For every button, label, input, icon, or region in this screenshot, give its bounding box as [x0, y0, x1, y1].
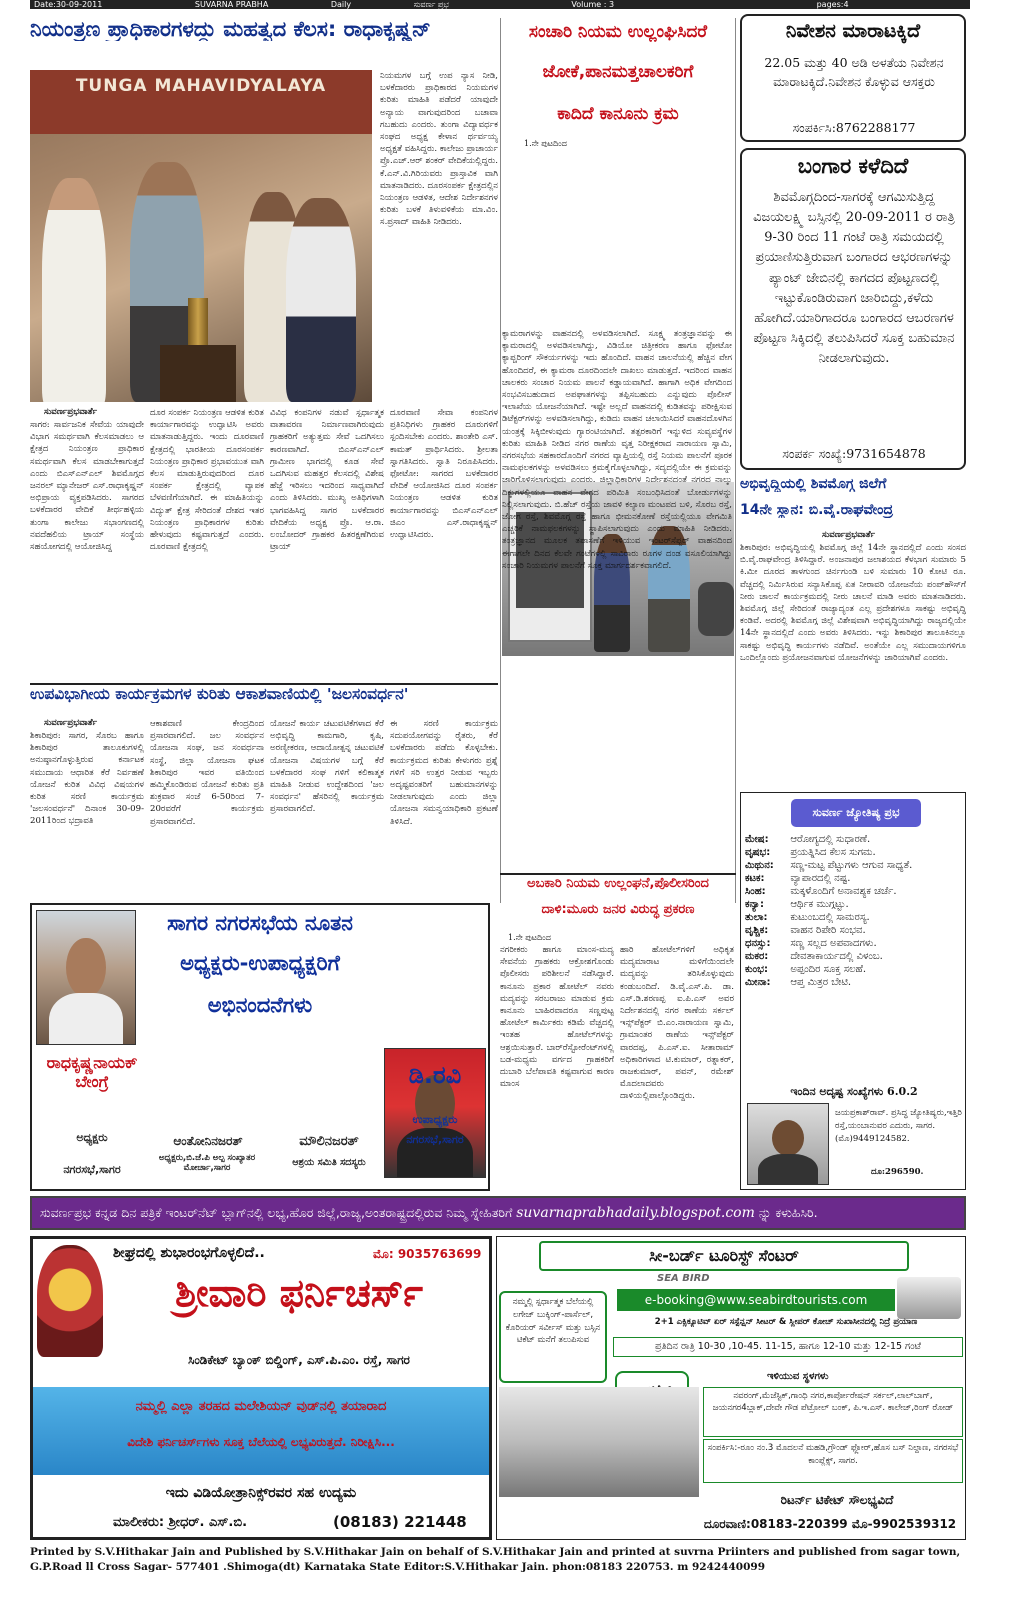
- blog-strip-text: ಸುವರ್ಣಪ್ರಭ ಕನ್ನಡ ದಿನ ಪತ್ರಿಕೆ ಇಂಟರ್‌ನೆಟ್ ಬ್ಲಾಗ್‌ನಲ್ಲಿ ಲಭ್ಯ,ಹೊರ ಜಿಲ್ಲೆ,ರಾಜ್ಯ,ಅಂತರಾಷ್ಟ್ರದಲ್ಲಿರುವ ನಿಮ್ಮ ಸ್ನೇಹಿತರಿಗೆ: [40, 1205, 513, 1220]
- horoscope-text: ಕುಟುಂಬದಲ್ಲಿ ಸಾಮರಸ್ಯ.: [790, 912, 870, 923]
- blog-strip-tail: ನ್ನು ಕಳುಹಿಸಿರಿ.: [758, 1205, 818, 1220]
- horoscope-text: ಆರ್ಥಿಕ ಮುಗ್ಗಟ್ಟು.: [790, 899, 849, 910]
- p1-name: ರಾಧಕೃಷ್ಣನಾಯಕ್ ಬೇಂಗ್ರೆ: [46, 1053, 138, 1092]
- horoscope-text: ಮಕ್ಕಳೊಂದಿಗೆ ಅನಾವಶ್ಯಕ ಚರ್ಚೆ.: [790, 886, 897, 897]
- body: [758, 1154, 819, 1185]
- divider: [500, 873, 736, 875]
- congrats-line-2: ಅಧ್ಯಕ್ಷರು-ಉಪಾಧ್ಯಕ್ಷರಿಗೆ: [180, 951, 340, 975]
- horoscope-text: ವಾಹನ ರಿಪೇರಿ ಸಂಭವ.: [790, 925, 866, 936]
- horoscope-row: [743, 898, 963, 911]
- p2-role: ಅಧ್ಯಕ್ಷರು,ಬಿ.ಜೆ.ಪಿ ಅಲ್ಪ ಸಂಖ್ಯಾತರ ಮೋರ್ಚಾ,ಸಾಗರ: [158, 1153, 256, 1174]
- radio-col-2: ಆಕಾಶವಾಣಿ ಕೇಂದ್ರದಿಂದ ಪ್ರಸಾರವಾಗಲಿದೆ. ಜಲ ಸಂವರ್ಧನ ಯೋಜನಾ ಸಂಘ, ಜನ ಸಂವರ್ಧನಾ ಸಂಸ್ಥೆ, ಜಿಲ್ಲಾ ಯೋಜನಾ ಘಟಕ ಶಿಕಾರಿಪುರ ಇವರ ವತಿಯಿಂದ ಹಮ್ಮಿಕೊಂಡಿರುವ ಯೋಜನೆ ಕುರಿತು ಪ್ರತಿ ಶುಕ್ರವಾರ ಸಂಜೆ 6-50ರಿಂದ 7-20ರವರೆಗೆ ಕಾರ್ಯಕ್ರಮ ಪ್ರಸಾರವಾಗಲಿದೆ.: [150, 719, 264, 827]
- lead-byline: ಸುವರ್ಣಪ್ರಭವಾರ್ತೆ: [44, 407, 98, 417]
- wooden-stool: [160, 345, 236, 402]
- horoscope-row: [743, 833, 963, 846]
- gold-contact: ಸಂಪರ್ಕ ಸಂಖ್ಯೆ:9731654878: [782, 446, 926, 461]
- horoscope-sign: ವೃಶ್ಚಿಕ:: [745, 925, 769, 936]
- astrologer-photo: [747, 1103, 829, 1185]
- horoscope-row: [743, 911, 963, 924]
- radio-col-3: ಯೋಜನೆ ಕಾರ್ಯ ಚಟುವಟಿಕೆಗಳಾದ ಕೆರೆ ಅಭಿವೃದ್ಧಿ ಕಾಮಗಾರಿ, ಕೃಷಿ, ಅರಣ್ಯೀಕರಣ, ಆದಾಯೋತ್ಪನ್ನ ಚಟುವಟಿಕೆ ಯೋಜನಾ ವಿಷಯಗಳ ಬಗ್ಗೆ ಕೆರೆ ಬಳಕೆದಾರರ ಸಂಘ ಗಳಿಗೆ ಕಲಿಕಾತ್ಮಕ ಮಾಹಿತಿ ನೀಡುವ ಉದ್ದೇಶದಿಂದ 'ಜಲ ಸಂವರ್ಧನ' ಹೆಸರಿನಲ್ಲಿ ಕಾರ್ಯಕ್ರಮ ಪ್ರಸಾರವಾಗಲಿದೆ.: [270, 719, 384, 815]
- p3-role: ಆಶ್ರಯ ಸಮಿತಿ ಸದಸ್ಯರು: [292, 1157, 366, 1168]
- horoscope-sign: ಧನಸ್ಸು:: [745, 938, 771, 949]
- p3-name: ಮೌಲಿನಜರತ್: [299, 1134, 359, 1149]
- p4-role: ಉಪಾಧ್ಯಕ್ಷರು: [412, 1113, 458, 1126]
- blog-strip: [30, 1196, 966, 1230]
- travel-email[interactable]: e-booking@www.seabirdtourists.com: [617, 1289, 895, 1311]
- p4-name: ಡಿ.ರವಿ: [408, 1061, 462, 1089]
- astrologer-phone: ದೂ:296590.: [871, 1167, 924, 1177]
- horoscope-text: ಸಣ್ಣ ಸಲ್ಲದ ಅಪವಾದಗಳು.: [790, 938, 877, 949]
- gold-title: ಬಂಗಾರ ಕಳೆದಿದೆ: [797, 154, 909, 178]
- horoscope-row: [743, 937, 963, 950]
- horoscope-row: [743, 976, 963, 989]
- masthead-pages: pages:4: [816, 0, 849, 9]
- imprint-line-1: Printed by S.V.Hithakar Jain and Published by S.V.Hithakar Jain on behalf of S.V.Hithakar Jain and printed at suvrna Priinters and published from sagar town,: [30, 1546, 961, 1558]
- travel-bus: 2+1 ಎಕ್ಸಿಕ್ಯೂಟಿವ್ ಏರ್ ಸಸ್ಪೆನ್ಷನ್ ಸೀಟರ್ & ಸ್ಲೀಪರ್ ಕೋಚ್ ಸುಖಾಸೀನದಲ್ಲಿ ನಿದ್ರೆ ಪ್ರಯಾಣ: [654, 1317, 918, 1327]
- land-sale-ad: [740, 14, 966, 142]
- horoscope-sign: ಕನ್ಯಾ:: [745, 899, 764, 910]
- horoscope-sign: ಮಕರ:: [745, 951, 769, 962]
- dev-headline-2: 14ನೇ ಸ್ಥಾನ: ಬಿ.ವೈ.ರಾಘವೇಂದ್ರ: [740, 503, 894, 518]
- photo-banner: TUNGA MAHAVIDYALAYA: [30, 70, 372, 134]
- masthead: [30, 0, 970, 9]
- p4-org: ನಗರಸಭೆ,ಸಾಗರ: [406, 1133, 464, 1146]
- p1-org: ನಗರಸಭೆ,ಸಾಗರ: [63, 1163, 121, 1176]
- dev-headline-1: ಅಭಿವೃದ್ಧಿಯಲ್ಲಿ ಶಿವಮೊಗ್ಗ ಜಿಲೆಗೆ: [740, 477, 887, 492]
- lead-col-right: ನಿಯಮಗಳ ಬಗ್ಗೆ ಉಪ ನ್ಯಾಸ ನೀಡಿ, ಬಳಕೆದಾರರು ಪ್ರಾಧಿಕಾರದ ನಿಯಮಗಳ ಕುರಿತು ಮಾಹಿತಿ ಪಡೆದರೆ ಯಾವುದೇ ಅನ್ಯಾಯ ವಾಗುವುದರಿಂದ ಬಚಾವಾ ಗಬಹುದು ಎಂದರು. ತುಂಗಾ ವಿದ್ಯಾವರ್ಧಕ ಸಂಘದ ಅಧ್ಯಕ್ಷ ಕೇಳಾನ ರ್ಥರ್ವಯ್ಯ ಅಧ್ಯಕ್ಷತೆ ವಹಿಸಿದ್ದರು. ಕಾಲೇಜು ಪ್ರಾಚಾರ್ಯ ಪ್ರೊ.ಎಚ್.ಆರ್ ಶಂಕರ್ ವೇದಿಕೆಯಲ್ಲಿದ್ದರು. ಕೆ.ಎನ್.ವಿ.ಗಿರಿಯವರು ಪ್ರಾಸ್ತಾವಿಕ ವಾಗಿ ಮಾತನಾಡಿದರು. ದೂರಸಂಪರ್ಕ ಕ್ಷೇತ್ರದಲ್ಲಿನ ನಿಯಂತ್ರಣ ಆಡಳಿತ, ಆದೇಶ ನಿರ್ದೇಶನಗಳ ಕುರಿತು ಬಳಕೆ ತಿಳುವಳಿಕೆಯ ಮಾ.ವಿಂ. ಸ.ಪ್ರಸಾದ್ ವಾಹಿತಿ ನೀಡಿದರು.: [380, 71, 498, 228]
- traffic-body: ಕ್ಯಾಮರಾಗಳನ್ನು ವಾಹನದಲ್ಲಿ ಅಳವಡಿಸಲಾಗಿದೆ. ಸೂಕ್ಷ್ಮ ತಂತ್ರಜ್ಞಾನವನ್ನು ಈ ಕ್ಯಾಮರಾದಲ್ಲಿ ಅಳವಡಿಸಲಾಗಿದ್ದು, ವಿಡಿಯೋ ಚಿತ್ರೀಕರಣ ಹಾಗೂ ಫೋಟೋ ಕ್ಯಾಪ್ಚರಿಂಗ್ ಸೌಕರ್ಯಗಳನ್ನು ಇದು ಹೊಂದಿದೆ. ವಾಹನ ಚಾಲನೆಯಲ್ಲಿ ಹೆಚ್ಚಿನ ವೇಗ ಹೊಂದಿದರೆ, ಈ ಕ್ಯಾಮರಾ ದೂರದಿಂದಲೇ ದಾಖಲು ಮಾಡುತ್ತದೆ. ಇದರಿಂದ ವಾಹನ ಚಾಲಕರು ಸಂಚಾರ ನಿಯಮ ಪಾಲನೆ ಕಡ್ಡಾಯವಾಗಿದೆ. ಹಾಗಾಗಿ ಅಧಿಕ ವೇಗದಿಂದ ಸಂಭವಿಸಬಹುದಾದ ಅಪಘಾತಗಳನ್ನು ತಪ್ಪಿಸಬಹುದು ಎನ್ನುವುದು ಪೊಲೀಸ್ ಇಲಾಖೆಯ ಯೋಜನೆಯಾಗಿದೆ. ಇಷ್ಟೇ ಅಲ್ಲದೆ ವಾಹನದಲ್ಲಿ ಕುಡಿತವನ್ನು ಪರೀಕ್ಷಿಸುವ ಡಿಟೆಕ್ಟರ್‌ಗಳನ್ನು ಅಳವಡಿಸಲಾಗಿದ್ದು, ಕುಡಿದು ವಾಹನ ಚಲಾಯಿಸಿದರೆ ವಾಹನದೊಳಗಿನ ಯಂತ್ರಕ್ಕೆ ಸಿಕ್ಕಿಬೀಳುವುದು ಗ್ಯಾರಂಟಿಯಾಗಿದೆ. ತತ್ಪರಕಾರಿಗೆ ಇನ್ನುಳಿದ ಸುವ್ಯವಸ್ಥೆಗಳ ಕುರಿತು ಮಾಹಿತಿ ನೀಡಿದ ನಗರ ಠಾಣೆಯ ವೃತ್ತ ನಿರೀಕ್ಷಕರಾದ ನಾರಾಯಣ ಸ್ವಾಮಿ, ನಗರಸಭೆಯ ಸಹಕಾರದೊಂದಿಗೆ ನಗರದ ವ್ಯಾಪ್ತಿಯಲ್ಲಿ ರಸ್ತೆ ನಿಯಮ ಪಾಲನೆಗೆ ಪೂರಕ ನಾಮಫಲಕಗಳನ್ನು ಅಳವಡಿಸಲು ಕ್ರಮಕೈಗೊಳ್ಳಲಾಗಿದ್ದು, ಸದ್ಯದಲ್ಲಿಯೇ ಈ ಕ್ರಮವನ್ನು ಜಾರಿಗೊಳಿಸಲಾಗುವುದು ಎಂದರು. ಜಿಲ್ಲಾಧಿಕಾರಿಗಳ ನಿರ್ದೇಶನದಂತೆ ನಗರದ ನಾಲ್ಕು ದಿಕ್ಕುಗಳಲ್ಲಿಯೂ ವಾಹನ ವೇಗದ ಪರಿಮಿತಿ ಸಂಬಂಧಿಸಿದಂತೆ ಬೋರ್ಡುಗಳನ್ನು ನಿಲ್ಲಿಸಲಾಗುವುದು. ಬಿ.ಹೆಚ್ ರಸ್ತೆಯ ಜಾವಳಿ ಕಲ್ಯಾಣ ಮಂಟಪದ ಬಳಿ, ಸೊರಬ ರಸ್ತೆ, ಜೋಗ ರಸ್ತೆ, ಶಿವಮೊಗ್ಗ ರಸ್ತೆ ಹಾಗೂ ಭೀಮನಕೋಣೆ ರಸ್ತೆಯಲ್ಲಿಯೂ ವೇಗಮಿತಿ ಎಚ್ಚರಿಕೆ ನಾಮಫಲಕಗಳನ್ನು ಸ್ಥಾಪಿಸಲಾಗುವುದು ಎಂದು ಮಾಹಿತಿ ನೀಡಿದರು. ತಂತ್ರಜ್ಞಾನದ ಮೂಲಕ ತಪಾಸಣೆಗೆ ಇಳಿಯುವ ಇಂಟರ್‌ಸೆಪ್ಟರ್ ವಾಹನದಿಂದ ಈಗಾಗಲೇ ದಿನದ ಕೆಲವೇ ಗಂಟೆಗಳಲ್ಲಿ ಸಾವಿರಾರು ರೂಗಳ ದಂಡ ವಸೂಲಿಯಾಗಿದ್ದು ಸಂಚಾರಿ ನಿಯಮಗಳ ಪಾಲನೆಗೆ ಸೂಕ್ತ ಮಾರ್ಗದರ್ಶಕವಾಗಲಿದೆ.: [502, 329, 732, 571]
- imprint-line-2: G.P.Road ll Cross Sagar- 577401 .Shimoga(dt) Karnataka State Editor:S.V.Hithakar Jain. phon:08183 220753. m 9242440099: [30, 1561, 766, 1573]
- face: [66, 938, 105, 998]
- excise-byline: 1.ನೇ ಪುಟದಿಂದ: [508, 933, 551, 942]
- furniture-ad: [30, 1236, 492, 1540]
- horoscope-sign: ಮೇಷ:: [745, 834, 769, 845]
- lead-photo: [30, 70, 372, 402]
- radio-byline: ಸುವರ್ಣಪ್ರಭವಾರ್ತೆ: [44, 718, 98, 728]
- lead-col-4: ದೂರವಾಣಿ ಸೇವಾ ಕಂಪನಿಗಳ ಪ್ರತಿನಿಧಿಗಳು ಗ್ರಾಹಕರ ದೂರುಗಳಿಗೆ ಸ್ಪಂದಿಸಬೇಕು ಎಂದರು. ಶಾಂತೇರಿ ಎಸ್. ಕಾಮತ್ ಪ್ರಾರ್ಥಿಸಿದರು. ಶ್ರೀಲತಾ ಸ್ವಾಗತಿಸಿದರು. ಸ್ವಾತಿ ನಿರೂಪಿಸಿದರು. ಫೋಟೋ: ಸಾಗರದ ಬಳಕೆದಾರರ ವೇದಿಕೆ ಆಯೋಜಿಸಿದ ದೂರ ಸಂಪರ್ಕ ನಿಯಂತ್ರಣ ಆಡಳಿತ ಕುರಿತ ಕಾರ್ಯಾಗಾರವನ್ನು ಬಿಎಸ್‌ಎನ್‌ಎಲ್ ಜಿಎಂ ಎಸ್.ರಾಧಾಕೃಷ್ಣನ್ ಉದ್ಘಾಟಿಸಿದರು.: [390, 408, 498, 541]
- divider: [30, 683, 498, 685]
- blog-url[interactable]: suvarnaprabhadaily.blogspot.com: [516, 1205, 755, 1221]
- astrologer-info: ಜಯಪ್ರಕಾಶ್‌ರಾವ್. ಪ್ರಸಿದ್ಧ ಜ್ಯೋತಿಷ್ಯರು,ಇತ್ತಿರಿ ರಸ್ತೆ,ಯಂಬಾನುವರ ಎದುರು, ಸಾಗರ. (ಮೊ)9449124582.: [835, 1108, 962, 1144]
- excise-headline-1: ಅಬಕಾರಿ ನಿಯಮ ಉಲ್ಲಂಘನೆ,ಪೊಲೀಸರಿಂದ: [527, 876, 709, 891]
- horoscope-row: [743, 872, 963, 885]
- excise-headline-2: ದಾಳಿ:ಮೂರು ಜನರ ವಿರುದ್ಧ ಪ್ರಕರಣ: [541, 902, 695, 917]
- horoscope-title: ಸುವರ್ಣ ಜ್ಯೋತಿಷ್ಯ ಪ್ರಭ: [791, 799, 921, 827]
- body: [49, 993, 123, 1045]
- horoscope-sign: ಮೀನಾ:: [745, 977, 771, 988]
- horoscope-box: [740, 792, 966, 1190]
- radio-col-4: ಈ ಸರಣಿ ಕಾರ್ಯಕ್ರಮ ಸದುಪಯೋಗವನ್ನು ರೈತರು, ಕೆರೆ ಬಳಕೆದಾರರು ಪಡೆದು ಕೊಳ್ಳಬೇಕು. ಕಾರ್ಯಕ್ರಮದ ಕುರಿತು ಕೇಳುಗರು ಪ್ರಶ್ನೆ ಗಳಿಗೆ ಸರಿ ಉತ್ತರ ನೀಡುವ ಇಬ್ಬರು ಅದೃಷ್ಟವಂತರಿಗೆ ಬಹುಮಾನಗಳನ್ನು ನೀಡಲಾಗುವುದು ಎಂದು ಜಿಲ್ಲಾ ಯೋಜನಾ ಸಮನ್ವಯಾಧಿಕಾರಿ ಪ್ರಕಟಣೆ ತಿಳಿಸಿದೆ.: [390, 719, 498, 827]
- congrats-line-3: ಅಭಿನಂದನೆಗಳು: [207, 993, 313, 1017]
- horoscope-text: ಆರೋಗ್ಯದಲ್ಲಿ ಸುಧಾರಣೆ.: [790, 834, 871, 845]
- gold-body: ಶಿವಮೊಗ್ಗದಿಂದ-ಸಾಗರಕ್ಕೆ ಆಗಮಿಸುತ್ತಿದ್ದ ವಿಜಯಲಕ್ಷ್ಮಿ ಬಸ್ಸಿನಲ್ಲಿ 20-09-2011 ರ ರಾತ್ರಿ 9-30 ರಿಂದ 11 ಗಂಟೆ ರಾತ್ರಿ ಸಮಯದಲ್ಲಿ ಪ್ರಯಾಣಿಸುತ್ತಿರುವಾಗ ಬಂಗಾರದ ಆಭರಣಗಳನ್ನು ಪ್ಯಾಂಟ್ ಜೇಬಿನಲ್ಲಿ ಕಾಗದದ ಪೊಟ್ಟಣದಲ್ಲಿ ಇಟ್ಟುಕೊಂಡಿರುವಾಗ ಜಾರಿಬಿದ್ದು,ಕಳೆದು ಹೋಗಿದೆ.ಯಾರಿಗಾದರೂ ಬಂಗಾರದ ಆಬರಣಗಳ ಪೊಟ್ಟಣ ಸಿಕ್ಕಿದಲ್ಲಿ ತಲುಪಿಸಿದರೆ ಸೂಕ್ತ ಬಹುಮಾನ ನೀಡಲಾಗುವುದು.: [753, 190, 955, 367]
- horoscope-sign: ಮಿಥುನ:: [745, 860, 774, 871]
- travel-return: ರಿಟರ್ನ್ ಟಿಕೇಟ್ ಸೌಲಭ್ಯವಿದೆ: [780, 1493, 894, 1507]
- horoscope-text: ವ್ಯಾಪಾರದಲ್ಲಿ ನಷ್ಟ.: [790, 873, 851, 884]
- furniture-owner: ಮಾಲೀಕರು: ಶ್ರೀಧರ್. ಎಸ್.ಬಿ.: [113, 1515, 248, 1530]
- horoscope-row: [743, 963, 963, 976]
- lost-gold-ad: [740, 148, 966, 470]
- horoscope-row: [743, 950, 963, 963]
- travel-services: ನಮ್ಮಲ್ಲಿ ಸ್ಪರ್ಧಾತ್ಮಕ ಬೆಲೆಯಲ್ಲಿ ಲಗೇಜ್ ಬುಕ್ಕಿಂಗ್-ಪಾರ್ಸೆಲ್, ಕೊರಿಯರ್ ಸರ್ವೀಸ್ ಮತ್ತು ಬಸ್ಸಿನ ಟಿಕೆಟ್ ಮನೆಗೆ ತಲುಪಿಸುವ: [499, 1291, 607, 1383]
- excise-col-1: ನಗರೀಕರು ಹಾಗೂ ಮಾಂಸ-ಮದ್ಯ ಸೇವನೆಯ ಗ್ರಾಹಕರು ಆಕ್ರೋಶಗೊಂಡು ಪೊಲೀಸರು ಪರಿಶೀಲನೆ ನಡೆಸಿದ್ದಾರೆ. ಕಾನೂನು ಪ್ರಕಾರ ಹೋಟೆಲ್ ನವರು ಮದ್ಯವನ್ನು ಸರಬರಾಜು ಮಾಡುವ ಕ್ರಮ ಕಾನೂನು ಬಾಹಿರವಾದರೂ ಸಣ್ಣಪುಟ್ಟ ಹೋಟೆಲ್ ಕಾರ್ಮಿಕರು ಕಡಿಮೆ ವೆಚ್ಚದಲ್ಲಿ ಇಂತಹ ಹೋಟೆಲ್‌ಗಳನ್ನು ಆಶ್ರಯಿಸುತ್ತಾರೆ. ಬಾರ್‌ರೆಸ್ಟೋರೆಂಟ್‌ಗಳಲ್ಲಿ ಬಡ-ಮಧ್ಯಮ ವರ್ಗದ ಗ್ರಾಹಕರಿಗೆ ದುಬಾರಿ ಬೆಲೆಪಾವತಿ ಕಷ್ಟವಾಗುವ ಕಾರಣ ಮಾಂಸ: [500, 945, 614, 1090]
- furniture-address: ಸಿಂಡಿಕೇಟ್ ಬ್ಯಾಂಕ್ ಬಿಲ್ಡಿಂಗ್, ಎಸ್.ಪಿ.ಎಂ. ರಸ್ತೆ, ಸಾಗರ: [188, 1353, 410, 1367]
- masthead-title: ಸುವರ್ಣ ಪ್ರಭ: [413, 0, 449, 9]
- horoscope-text: ದೇವತಾಕಾರ್ಯದಲ್ಲಿ ವಿಳಂಬ.: [790, 951, 883, 962]
- travel-places-title: ಇಳಿಯುವ ಸ್ಥಳಗಳು: [767, 1371, 829, 1382]
- lead-headline: ನಿಯಂತ್ರಣ ಪ್ರಾಧಿಕಾರಗಳದ್ದು ಮಹತ್ವದ ಕೆಲಸ: ರಾಧಾಕೃಷ್ಣನ್: [30, 18, 431, 41]
- lead-col-1: ಸಾಗರ: ಸಾರ್ವಜನಿಕ ಸೇವೆಯ ಯಾವುದೇ ವಿಭಾಗ ಸಮರ್ಥವಾಗಿ ಕೆಲಸಮಾಡಲು ಆ ಕ್ಷೇತ್ರದ ನಿಯಂತ್ರಣ ಪ್ರಾಧಿಕಾರ ಸಮರ್ಥವಾಗಿ ಕೆಲಸ ಮಾಡಬೇಕಾಗುತ್ತದೆ ಎಂದು ಬಿಎಸ್‌ಎನ್‌ಎಲ್ ಶಿವಮೊಗ್ಗದ ಜನರಲ್ ಮ್ಯಾನೇಜರ್ ಎಸ್.ರಾಧಾಕೃಷ್ಣನ್ ಅಭಿಪ್ರಾಯ ವ್ಯಕ್ತಪಡಿಸಿದರು. ಸಾಗರದ ಬಳಕೆದಾರರ ವೇದಿಕೆ ತೀರ್ಥಹಳ್ಳಿಯ ತುಂಗಾ ಕಾಲೇಜು ಸಭಾಂಗಣದಲ್ಲಿ ನವದೆಹಲಿಯ ಟ್ರಾಯ್ ಸಂಸ್ಥೆಯ ಸಹಯೋಗದಲ್ಲಿ ಆಯೋಜಿಸಿದ್ದ: [30, 420, 144, 553]
- furniture-owner-phone: (08183) 221448: [333, 1513, 467, 1531]
- travel-contact: ಸಂಪರ್ಕಿಸಿ:-ರೂಂ ನಂ.3 ಮೊದಲನೆ ಮಹಡಿ,ಗ್ರೌಂಡ್ ಫ್ಲೋರ್,ಹೊಸ ಬಸ್ ನಿಲ್ದಾಣ, ನಗರಸಭೆ ಕಾಂಪ್ಲೆಕ್ಸ್, ಸಾಗರ.: [703, 1439, 963, 1483]
- horoscope-row: [743, 859, 963, 872]
- furniture-sister: ಇದು ವಿಡಿಯೋತ್ರಾನಿಕ್ಸ್‌ರವರ ಸಹ ಉದ್ಯಮ: [165, 1485, 357, 1501]
- congrats-line-1: ಸಾಗರ ನಗರಸಭೆಯ ನೂತನ: [167, 911, 353, 935]
- land-body: 22.05 ಮತ್ತು 40 ಅಡಿ ಅಳತೆಯ ನಿವೇಶನ ಮಾರಾಟಕ್ಕಿದೆ.ನಿವೇಶನ ಕೊಳ್ಳುವ ಆಸಕ್ತರು: [764, 55, 944, 89]
- furniture-name: ಶ್ರೀವಾರಿ ಫರ್ನಿಚರ್ಸ್: [175, 1271, 423, 1315]
- furniture-top: ಶೀಘ್ರದಲ್ಲಿ ಶುಭಾರಂಭಗೊಳ್ಳಲಿದೆ..: [113, 1245, 265, 1261]
- bus-image: [499, 1387, 699, 1497]
- person-figure: [42, 178, 106, 402]
- horoscope-row: [743, 924, 963, 937]
- travel-brand: SEA BIRD: [657, 1273, 710, 1284]
- face: [772, 1120, 804, 1156]
- lucky-numbers: ಇಂದಿನ ಅದೃಷ್ಟ ಸಂಖ್ಯೆಗಳು 6.0.2: [790, 1085, 918, 1098]
- travel-ad: [496, 1236, 966, 1540]
- horoscope-text: ಪ್ರಯತ್ನಿಸಿದ ಕೆಲಸ ಸುಗಮ.: [790, 847, 876, 858]
- congrats-ad: [30, 903, 490, 1191]
- travel-timing: ಪ್ರತಿದಿನ ರಾತ್ರಿ 10-30 ,10-45. 11-15, ಹಾಗೂ 12-10 ಮತ್ತು 12-15 ಗಂಟೆ: [613, 1337, 963, 1357]
- travel-places: ನವರಂಗ್,ಮೆಜೆಸ್ಟಿಕ್,ಗಾಂಧಿ ನಗರ,ಕಾರ್ಪೋರೇಷನ್ ಸರ್ಕಲ್,ಲಾಲ್‌ಬಾಗ್, ಜಯನಗರ4ಬ್ಲಾಕ್,ದೇವೇ ಗೌಡ ಪೆಟ್ರೋಲ್ ಬಂಕ್, ಪಿ.ಇ.ಎಸ್. ಕಾಲೇಜ್,ರಿಂಗ್ ರೋಡ್: [703, 1387, 963, 1437]
- traffic-headline-3: ಕಾದಿದೆ ಕಾನೂನು ಕ್ರಮ: [557, 104, 679, 124]
- horoscope-sign: ಸಿಂಹ:: [745, 886, 766, 897]
- radio-col-1: ಶಿಕಾರಿಪುರ: ಸಾಗರ, ಸೊರಬ ಹಾಗೂ ಶಿಕಾರಿಪುರ ತಾಲೂಕುಗಳಲ್ಲಿ ಅನುಷ್ಠಾನಗೊಳ್ಳುತ್ತಿರುವ ಕರ್ನಾಟಕ ಸಮುದಾಯ ಆಧಾರಿತ ಕೆರೆ ನಿರ್ವಹಣೆ ಯೋಜನೆ ಕುರಿತ ವಿವಿಧ ವಿಷಯಗಳ ಕುರಿತ ಸರಣಿ ಕಾರ್ಯಕ್ರಮ 'ಜಲಸಂವರ್ಧನೆ' ದಿನಾಂಕ 30-09-2011ರಿಂದ ಭದ್ರಾವತಿ: [30, 731, 144, 827]
- lead-col-2: ದೂರ ಸಂಪರ್ಕ ನಿಯಂತ್ರಣ ಆಡಳಿತ ಕುರಿತ ಕಾರ್ಯಾಗಾರವನ್ನು ಉದ್ಘಾಟಿಸಿ ಅವರು ಮಾತನಾಡುತ್ತಿದ್ದರು. ಇಂದು ದೂರವಾಣಿ ಕ್ಷೇತ್ರದಲ್ಲಿ ಭಾರತೀಯ ದೂರಸಂಪರ್ಕ ನಿಯಂತ್ರಣ ಪ್ರಾಧಿಕಾರ ಪ್ರಭಾವಯುತ ವಾಗಿ ಕೆಲಸ ಮಾಡುತ್ತಿರುವುದರಿಂದ ದೂರ ಸಂಪರ್ಕ ಕ್ಷೇತ್ರದಲ್ಲಿ ವ್ಯಾಪಕ ಬೆಳವಣಿಗೆಯಾಗಿದೆ. ಈ ಮಾಹಿತಿಯನ್ನು ವಿದ್ಯುತ್ ಕ್ಷೇತ್ರ ಸೇರಿದಂತೆ ದೇಶದ ಇತರ ನಿಯಂತ್ರಣ ಪ್ರಾಧಿಕಾರಗಳ ಕುರಿತು ಹೇಳುವುದು ಕಷ್ಟವಾಗುತ್ತದೆ ಎಂದರು. ದೂರವಾಣಿ ಕ್ಷೇತ್ರದಲ್ಲಿ: [150, 408, 264, 553]
- land-title: ನಿವೇಶನ ಮಾರಾಟಕ್ಕಿದೆ: [785, 20, 921, 42]
- horoscope-text: ಆಪ್ತ ಮಿತ್ರರ ಬೇಟಿ.: [790, 977, 852, 988]
- land-contact: ಸಂಪರ್ಕಿಸಿ:8762288177: [792, 120, 916, 135]
- travel-title: ಸೀ-ಬರ್ಡ್ ಟೂರಿಸ್ಟ್ ಸೆಂಟರ್: [539, 1241, 909, 1271]
- masthead-issue: Daily: [330, 0, 352, 9]
- masthead-paper: SUVARNA PRABHA: [194, 0, 269, 9]
- masthead-volume: Volume : 3: [571, 0, 615, 9]
- horoscope-sign: ವೃಷಭ:: [745, 847, 771, 858]
- bus-image: [897, 1277, 961, 1319]
- horoscope-table: [743, 833, 963, 989]
- horoscope-row: [743, 846, 963, 859]
- person-figure: [286, 198, 356, 402]
- lead-col-3: ವಿವಿಧ ಕಂಪನಿಗಳ ನಡುವೆ ಸ್ಪರ್ಧಾತ್ಮಕ ವಾತಾವರಣ ನಿರ್ಮಾಣವಾಗಿರುವುದು ಗ್ರಾಹಕರಿಗೆ ಅತ್ಯುತ್ತಮ ಸೇವೆ ಒದಗಿಸಲು ಕಾರಣವಾಗಿದೆ. ಬಿಎಸ್‌ಎನ್‌ಎಲ್ ಗ್ರಾಮೀಣ ಭಾಗದಲ್ಲಿ ಕೂಡ ಸೇವೆ ಒದಗಿಸುವ ಮಹತ್ತರ ಕೆಲಸದಲ್ಲಿ ವಿಶೇಷ ಹೆಜ್ಜೆ ಇರಿಸಲು ಇದರಿಂದ ಸಾಧ್ಯವಾಗಿದೆ ಎಂದು ತಿಳಿಸಿದರು. ಮುಖ್ಯ ಅತಿಥಿಗಳಾಗಿ ಭಾಗವಹಿಸಿದ್ದ ಸಾಗರ ಬಳಕೆದಾರರ ವೇದಿಕೆಯ ಅಧ್ಯಕ್ಷ ಪ್ರೊ. ಆ.ರಾ. ಲಂಬೋದರ್ ಗ್ರಾಹಕರ ಹಿತರಕ್ಷಣೆಗಿರುವ ಟ್ರಾಯ್: [270, 408, 384, 553]
- column-rule: [735, 18, 736, 903]
- traffic-headline-1: ಸಂಚಾರಿ ನಿಯಮ ಉಲ್ಲಂಘಿಸಿದರೆ: [528, 22, 708, 42]
- furniture-band-1: ನಮ್ಮಲ್ಲಿ ಎಲ್ಲಾ ತರಹದ ಮಲೇಶಿಯನ್ ವುಡ್‌ನಲ್ಲಿ ತಯಾರಾದ: [135, 1399, 387, 1414]
- radio-headline: ಉಪವಿಭಾಗೀಯ ಕಾರ್ಯಕ್ರಮಗಳ ಕುರಿತು ಆಕಾಶವಾಣಿಯಲ್ಲಿ 'ಜಲಸಂವರ್ಧನ': [30, 686, 409, 703]
- deity-image: [37, 1245, 103, 1357]
- column-rule: [500, 18, 501, 903]
- horoscope-text: ಅಪ್ಪಂದಿರ ಸೂಕ್ತ ಸಲಹೆ.: [790, 964, 867, 975]
- horoscope-row: [743, 885, 963, 898]
- p2-name: ಆಂತೋನಿನಜರತ್: [173, 1134, 243, 1148]
- masthead-date: Date:30-09-2011: [34, 0, 103, 9]
- travel-phones: ದೂರವಾಣಿ:08183-220399 ಮೊ-9902539312: [703, 1517, 957, 1531]
- traffic-byline: 1.ನೇ ಪುಟದಿಂದ: [524, 139, 567, 148]
- dev-body: ಶಿಕಾರಿಪುರ: ಅಭಿವೃದ್ಧಿಯಲ್ಲಿ ಶಿವಮೊಗ್ಗ ಜಿಲ್ಲೆ 14ನೇ ಸ್ಥಾನದಲ್ಲಿದೆ ಎಂದು ಸಂಸದ ಬಿ.ವೈ.ರಾಘವೇಂದ್ರ ತಿಳಿಸಿದ್ದಾರೆ. ಅಂಜನಾಪುರ ಜಲಾಶಯದ ಕೆಳಭಾಗ ಸುಮಾರು 5 ಕಿ.ಮೀ ದೂರದ ತಾಳಗುಂದ ಚಿರ್ನಗುಂಡಿ ಬಳಿ ಸುಮಾರು 10 ಕೋಟಿ ರೂ. ವೆಚ್ಚದಲ್ಲಿ ನಿರ್ಮಿಸಿರುವ ಸನ್ಯಾಸಿಕೊಪ್ಪ ಏತ ನೀರಾವರಿ ಯೋಜನೆಯ ಪಂಪ್‌ಹೌಸ್‌ಗೆ ನೀರು ಚಾಲನೆ ಕಾರ್ಯಕ್ರಮದಲ್ಲಿ ನೀರು ಚಾಲನೆ ಮಾಡಿ ಅವರು ಮಾತನಾಡಿದರು. ಶಿವಮೊಗ್ಗ ಜಿಲ್ಲೆ ಸೇರಿದಂತೆ ರಾಜ್ಯಾದ್ಯಂತ ಎಲ್ಲ ಪ್ರದೇಶಗಳೂ ಸಾಕಷ್ಟು ಅಭಿವೃದ್ಧಿ ಕಂಡಿವೆ. ಅದರಲ್ಲಿ ಶಿವಮೊಗ್ಗ ಜಿಲ್ಲೆ ವಿಶೇಷವಾಗಿ ಅಭಿವೃದ್ಧಿಯಾಗಿದ್ದು ರಾಜ್ಯದಲ್ಲಿಯೇ 14ನೇ ಸ್ಥಾನದಲ್ಲಿದೆ ಎಂದು ಅವರು ತಿಳಿಸಿದರು. ಇನ್ನು ಶಿಕಾರಿಪುರ ತಾಲೂಕಿನಲ್ಲೂ ಸಾಕಷ್ಟು ಅಭಿವೃದ್ಧಿ ಕಾರ್ಯಗಳು ನಡೆದಿವೆ. ಅಂತೆಯೇ ಎಲ್ಲ ಸಮುದಾಯಗಳಿಗೂ ಒಂದಿಲ್ಲೊಂದು ಪ್ರಯೋಜನವಾಗುವ ಯೋಜನೆಗಳನ್ನು ಜಾರಿಯಾಗಿವೆ ಎಂದರು.: [740, 543, 966, 663]
- portrait-photo: [36, 910, 136, 1045]
- horoscope-sign: ಕುಂಭ:: [745, 964, 768, 975]
- traffic-headline-2: ಜೋಕೆ,ಪಾನಮತ್ತಚಾಲಕರಿಗೆ: [542, 62, 694, 82]
- p1-role: ಅಧ್ಯಕ್ಷರು: [76, 1131, 108, 1144]
- furniture-phone: ಮೊ: 9035763699: [373, 1247, 482, 1261]
- excise-col-2: ಹಾರಿ ಹೋಟೆಲ್‌ಗಳಿಗೆ ಅಧಿಕೃತ ಮದ್ಯಮಾರಾಟ ಮಳಿಗೆಯಿಂದಲೇ ಮದ್ಯವನ್ನು ತರಿಸಿಕೊಳ್ಳುವುದು ಕಂಡುಬಂದಿದೆ. ಡಿ.ವೈ.ಎಸ್.ಪಿ. ಡಾ. ಎಸ್.ಡಿ.ಶರಣಪ್ಪ ಐ.ಪಿ.ಎಸ್ ಅವರ ನಿರ್ದೇಶನದಲ್ಲಿ ನಗರ ಠಾಣೆಯ ಸರ್ಕಲ್ ಇನ್ಸ್‌ಪೆಕ್ಟರ್ ಬಿ.ಎಂ.ನಾರಾಯಣ ಸ್ವಾಮಿ, ಗ್ರಾಮಾಂತರ ಠಾಣೆಯ ಇನ್ಸ್‌ಪೆಕ್ಟರ್ ವಾರದಪ್ಪ, ಪಿ.ಎಸ್.ಐ. ಸೀತಾರಾಮ್ ಅಧಿಕಾರಿಗಳಾದ ಟಿ.ಕುಮಾರ್, ರತ್ನಾಕರ್, ರಾಜಕುಮಾರ್, ಪವನ್, ರಮೇಶ್ ಮೊದಲಾದವರು ದಾಳಿಯಲ್ಲಿಪಾಲ್ಗೊಂಡಿದ್ದರು.: [620, 945, 734, 1102]
- horoscope-sign: ಕಟಕ:: [745, 873, 765, 884]
- furniture-band-2: ವಿದೇಶಿ ಫರ್ನಿಚರ್ಸ್‌ಗಳು ಸೂಕ್ತ ಬೆಲೆಯಲ್ಲಿ ಲಭ್ಯವಿರುತ್ತದೆ. ನಿರೀಕ್ಷಿಸಿ...: [127, 1435, 395, 1449]
- horoscope-sign: ತುಲಾ:: [745, 912, 768, 923]
- dev-byline: ಸುವರ್ಣಪ್ರಭವಾರ್ತೆ: [822, 530, 876, 540]
- horoscope-text: ಸಣ್ಣ-ಮಟ್ಟ ಪೆಟ್ಟುಗಳು ಆಗುವ ಸಾಧ್ಯತೆ.: [790, 860, 913, 871]
